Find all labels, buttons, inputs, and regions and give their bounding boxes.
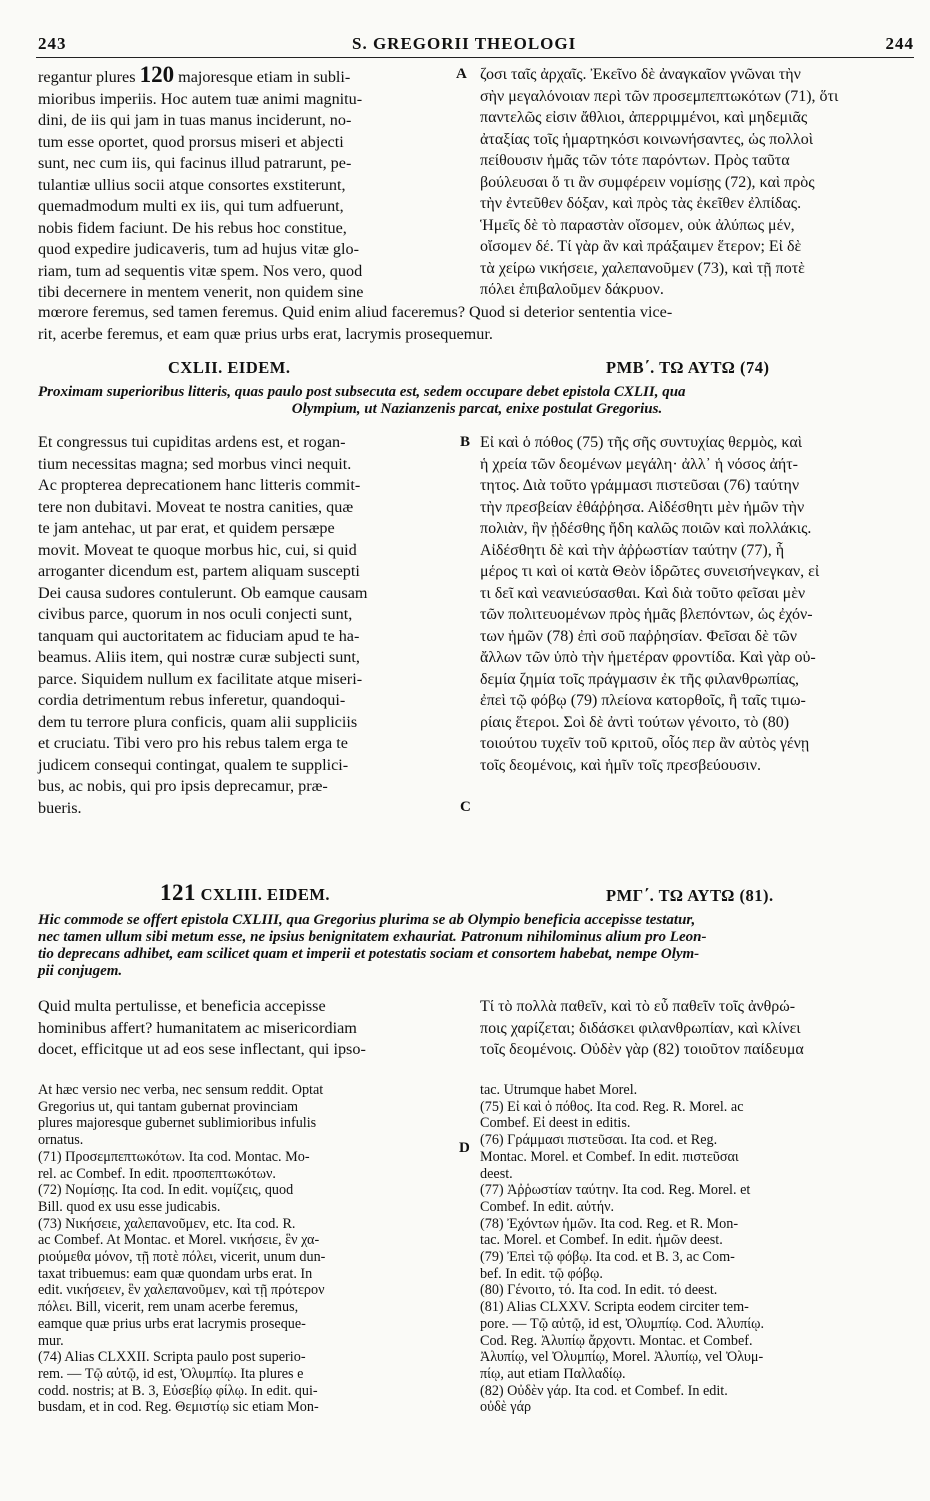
note-line: bef. In edit. τῷ φόβῳ. xyxy=(480,1265,603,1282)
text-line: te jam antehac, ut par erat, et quidem persæpe xyxy=(38,519,335,537)
footnotes-right xyxy=(480,1082,916,1416)
text-line: Ac propterea deprecationem hanc litteris commit- xyxy=(38,476,361,494)
note-line: Gregorius ut, qui tantam gubernat provinciam xyxy=(38,1098,299,1115)
text-line: παντελῶς εἰσιν ἄθλιοι, ἀπερριμμένοι, καὶ μηδεμιᾶς xyxy=(480,109,808,126)
text-line: πολιὰν, ἣν ᾐδέσθης ἤδη καλῶς ποιῶν καὶ πολλάκις. xyxy=(480,520,812,537)
text-line: τοῖς δεομένοις, καὶ ἡμῖν τοῖς πρεσβεύουσιν. xyxy=(480,756,761,774)
text-line: mœrore feremus, sed tamen feremus. Quid enim aliud faceremus? Quod si deterior sententia vice- xyxy=(38,303,673,321)
text-line: sunt, nec cum iis, qui facinus illud patrarunt, pe- xyxy=(38,154,352,172)
latin-column-142 xyxy=(38,432,448,819)
greek-column-143 xyxy=(480,996,916,1061)
note-line: οὐδὲ γάρ xyxy=(480,1399,532,1416)
note-line: (82) Οὐδὲν γάρ. Ita cod. et Combef. In edit. xyxy=(480,1382,728,1399)
note-line: Ἀλυπίῳ, vel Ὀλυμπίῳ, Morel. Ἀλυπίῳ, vel Ὀλυμ- xyxy=(480,1349,764,1366)
note-line: Bill. quod ex usu esse judicabis. xyxy=(38,1198,221,1215)
text-line: judicem consequi contingat, qualem te supplici- xyxy=(38,755,349,774)
note-line: ac Combef. At Montac. et Morel. νικήσειε, ἓν χα- xyxy=(38,1232,320,1249)
text-line: οἴσομεν δέ. Τί γὰρ ἂν καὶ πράξαιμεν ἕτερον; Εἰ δὲ xyxy=(480,238,802,255)
text-line: tulantiæ ullius socii atque consortes exstiterunt, xyxy=(38,175,346,194)
text-line: riam, tum ad sequentis vitæ spem. Nos vero, quod xyxy=(38,261,363,280)
text-line: βούλευσαι ὅ τι ἂν συμφέρειν νομίσῃς (72), καὶ πρὸς xyxy=(480,173,815,191)
margin-marker-d: D xyxy=(459,1140,470,1156)
text-line: Ἡμεῖς δὲ τὸ παραστὰν οἴσομεν, οὐκ ἀλύπως μέν, xyxy=(480,216,795,234)
text-line: parce. Siquidem nullum ex facilitate atque miseri- xyxy=(38,669,363,688)
note-line: rel. ac Combef. In edit. προσπεπτωκότων. xyxy=(38,1165,276,1182)
argument-143 xyxy=(38,912,916,980)
left-page-number: 243 xyxy=(38,34,67,53)
note-line: (72) Νομίσῃς. Ita cod. In edit. νομίζεις, quod xyxy=(38,1182,294,1199)
text-line: tio deprecans adhibet, eam scilicet quam et imperii et potestatis sociam et consortem habebat, nempe Olym- xyxy=(38,946,700,962)
note-line: tac. Morel. et Combef. In edit. ἡμῶν deest. xyxy=(480,1232,723,1249)
column-number: 120 xyxy=(139,62,175,87)
text-line: tibi decernere in mentem venerit, non quidem sine xyxy=(38,283,364,301)
note-line: (79) Ἐπεὶ τῷ φόβῳ. Ita cod. et B. 3, ac Com- xyxy=(480,1249,735,1266)
text-line: arroganter dicendum est, partem aliquam suscepti xyxy=(38,562,360,580)
margin-marker-a: A xyxy=(456,66,467,82)
running-title: S. GREGORII THEOLOGI xyxy=(352,34,577,53)
text-line: πείθουσιν ἡμᾶς τῶν τότε παρόντων. Πρὸς ταῦτα xyxy=(480,152,790,169)
note-line: (74) Alias CLXXII. Scripta paulo post superio- xyxy=(38,1349,306,1366)
argument-142 xyxy=(38,384,916,418)
top-latin-column xyxy=(38,64,448,304)
text-line: rit, acerbe feremus, et eam quæ prius urbs erat, lacrymis prosequemur. xyxy=(38,324,493,343)
text-line: Et congressus tui cupiditas ardens est, et rogan- xyxy=(38,433,346,451)
note-line: tac. Utrumque habet Morel. xyxy=(480,1082,638,1098)
text-line: τοιούτου τυχεῖν τοῦ κριτοῦ, οἷός περ ἂν αὐτὸς γένῃ xyxy=(480,735,810,752)
note-line: Combef. Εἰ deest in editis. xyxy=(480,1115,631,1132)
note-line: At hæc versio nec verba, nec sensum reddit. Optat xyxy=(38,1082,324,1098)
text-line: ποις χαρίζεται; διδάσκει φιλανθρωπίαν, καὶ κλίνει xyxy=(480,1019,801,1037)
text-line: tium necessitas magna; sed morbus vinci nequit. xyxy=(38,454,352,473)
note-line: deest. xyxy=(480,1165,513,1182)
text-line: dini, de iis qui jam in tuas manus inciderunt, no- xyxy=(38,111,352,129)
margin-marker-b: B xyxy=(460,434,471,450)
text-line: δεμία ζημία τοῖς πράγμασιν ἐκ τῆς φιλανθρωπίας, xyxy=(480,670,799,688)
text-line: Hic commode se offert epistola CXLIII, qua Gregorius plurima se ab Olympio beneficia accepisse testatur, xyxy=(38,912,696,928)
text-line: beamus. Aliis item, qui nostræ curæ subjecti sunt, xyxy=(38,648,360,666)
text-line: pii conjugem. xyxy=(38,963,123,979)
note-line: Montac. Morel. et Combef. In edit. πιστεῦσαι xyxy=(480,1148,739,1165)
note-line: ριούμεθα μόνον, τῇ ποτὲ πόλει, vicerit, unum dun- xyxy=(38,1249,326,1266)
text-line: τοῖς δεομένοις. Οὐδὲν γὰρ (82) τοιοῦτον παίδευμα xyxy=(480,1041,804,1058)
text-line: ἀταξίας τοῖς ἡμαρτηκόσι κοινωνήσαντες, ὡς πολλοὶ xyxy=(480,130,814,148)
footnotes-left xyxy=(38,1082,452,1416)
greek-column-142 xyxy=(480,432,916,776)
column-number: 121 xyxy=(160,880,196,905)
note-line: busdam, et in cod. Reg. Θεμιστίῳ sic etiam Mon- xyxy=(38,1399,319,1416)
text-line: τὴν πρεσβείαν ἐθάῤῥησα. Αἰδέσθητι μὲν ἡμῶν τὴν xyxy=(480,498,805,516)
heading-text: CXLIII. EIDEM. xyxy=(200,885,331,904)
note-line: Cod. Reg. Ἀλυπίῳ ἄρχοντι. Montac. et Combef. xyxy=(480,1332,753,1349)
text-line: tum esse oportet, quod prorsus miseri et abjecti xyxy=(38,132,344,151)
text-line: σὴν μεγαλόνοιαν περὶ τῶν προσεμπεπτωκότων (71), ὅτι xyxy=(480,87,839,105)
top-full-width-text xyxy=(38,302,916,345)
text-line: Olympium, ut Nazianzenis parcat, enixe postulat Gregorius. xyxy=(291,401,663,417)
right-page-number: 244 xyxy=(885,34,914,53)
note-line: plures majoresque gubernet sublimioribus infulis xyxy=(38,1115,317,1132)
text-line: bus, ac nobis, qui pro ipsis deprecamur, præ- xyxy=(38,777,328,795)
margin-marker-c: C xyxy=(460,799,471,815)
top-greek-column xyxy=(480,64,916,301)
text-line: regantur plures 120 majoresque etiam in subli- xyxy=(38,62,351,87)
text-line: των ἡμῶν (78) ἐπὶ σοῦ παῤῥησίαν. Φεῖσαι δὲ τῶν xyxy=(480,627,798,645)
text-line: ἐπεὶ τῷ φόβῳ (79) πλείονα κατορθοῖς, ἢ ταῖς τιμω- xyxy=(480,692,806,709)
text-line: τητος. Διὰ τοῦτο γράμμασι πιστεῦσαι (76) ταύτην xyxy=(480,477,800,494)
text-line: nec tamen ullum sibi metum esse, ne ipsius benignitatem exhauriat. Patronum nihilominus alium pro Leon- xyxy=(38,929,707,945)
text-line: movit. Moveat te quoque morbus hic, cui, si quid xyxy=(38,540,357,559)
text-line: bueris. xyxy=(38,798,82,817)
note-line: (71) Προσεμπεπτωκότων. Ita cod. Montac. Mo- xyxy=(38,1148,310,1165)
note-line: (77) Ἀῤῥωστίαν ταύτην. Ita cod. Reg. Morel. et xyxy=(480,1182,751,1199)
text-line: cordia detrimentum rebus inferetur, quandoqui- xyxy=(38,691,346,709)
text-line: quod expedire judicaveris, tum ad hujus vitæ glo- xyxy=(38,240,359,258)
greek-heading-143: ΡΜΓ΄. ΤΩ ΑΥΤΩ (81). xyxy=(606,886,774,905)
text-line: Αἰδέσθητι δὲ καὶ τὴν ἀῤῥωστίαν ταύτην (77), ἧ xyxy=(480,541,785,559)
latin-column-143 xyxy=(38,996,448,1061)
note-line: ornatus. xyxy=(38,1132,84,1149)
note-line: rem. — Τῷ αὐτῷ, id est, Ὀλυμπίῳ. Ita plures e xyxy=(38,1365,304,1382)
text-line: ἄλλων τῶν ὑπὸ τὴν ἡμετέραν φροντίδα. Καὶ γὰρ οὐ- xyxy=(480,649,816,666)
text-line: nobis fidem faciunt. De his rebus hoc constitue, xyxy=(38,218,347,237)
note-line: πόλει. Bill, vicerit, rem unam acerbe feremus, xyxy=(38,1299,299,1316)
text-line: hominibus affert? humanitatem ac misericordiam xyxy=(38,1018,357,1037)
text-line: tanquam qui auctoritatem ac fiduciam apud te ha- xyxy=(38,626,360,645)
text-line: τὴν ἐντεῦθεν δόξαν, καὶ πρὸς τὰς ἐκεῖθεν ἐλπίδας. xyxy=(480,195,802,212)
note-line: (80) Γένοιτο, τό. Ita cod. In edit. τό deest. xyxy=(480,1282,718,1299)
text-line: et cruciatu. Tibi vero pro his rebus talem erga te xyxy=(38,734,348,752)
text-line: Proximam superioribus litteris, quas paulo post subsecuta est, sedem occupare debet epistola CXLII, qua xyxy=(38,384,686,400)
note-line: (81) Alias CLXXV. Scripta eodem circiter tem- xyxy=(480,1299,749,1316)
text-line: τι δεῖ καὶ νεανιεύσασθαι. Καὶ διὰ τοῦτο φεῖσαι μὲν xyxy=(480,584,806,602)
note-line: (73) Νικήσειε, χαλεπανοῦμεν, etc. Ita cod. R. xyxy=(38,1215,296,1232)
header-rule xyxy=(36,57,914,58)
text-line: Dei causa sudores contulerunt. Ob eamque causam xyxy=(38,583,368,602)
text-line: μέρος τι καὶ οἱ κατὰ Θεὸν ἱδρῶτες συνεισήνεγκαν, εἰ xyxy=(480,563,820,580)
latin-heading-143 xyxy=(160,880,330,906)
note-line: eamque quæ prius urbs erat lacrymis proseque- xyxy=(38,1315,306,1332)
text-line: ἡ χρεία τῶν δεομένων μεγάλη· ἀλλ᾽ ἡ νόσος ἀήτ- xyxy=(480,455,798,473)
note-line: Combef. In edit. αὐτήν. xyxy=(480,1198,615,1215)
text-line: docet, efficitque ut ad eos sese inflectant, qui ipso- xyxy=(38,1040,366,1058)
greek-heading-142: ΡΜΒ΄. ΤΩ ΑΥΤΩ (74) xyxy=(606,358,770,377)
note-line: (76) Γράμμασι πιστεῦσαι. Ita cod. et Reg. xyxy=(480,1132,718,1149)
text-line: ζοσι ταῖς ἀρχαῖς. Ἐκεῖνο δὲ ἀναγκαῖον γνῶναι τὴν xyxy=(480,66,801,83)
text-line: ρίαις ἕτεροι. Σοὶ δὲ ἀντὶ τούτων γένοιτο, τὸ (80) xyxy=(480,713,790,731)
note-line: (75) Εἰ καὶ ὁ πόθος. Ita cod. Reg. R. Morel. ac xyxy=(480,1098,744,1115)
note-line: (78) Ἐχόντων ἡμῶν. Ita cod. Reg. et R. Mon- xyxy=(480,1215,739,1232)
latin-heading-142: CXLII. EIDEM. xyxy=(168,358,291,377)
note-line: πίῳ, aut etiam Παλλαδίῳ. xyxy=(480,1365,626,1382)
text-line: Τί τὸ πολλὰ παθεῖν, καὶ τὸ εὖ παθεῖν τοῖς ἀνθρώ- xyxy=(480,998,796,1015)
text-line: tere non dubitavi. Moveat te nostra canities, quæ xyxy=(38,497,354,516)
text-line: Εἰ καὶ ὁ πόθος (75) τῆς σῆς συντυχίας θερμὸς, καὶ xyxy=(480,434,803,451)
text-line: mioribus imperiis. Hoc autem tuæ animi magnitu- xyxy=(38,89,363,108)
note-line: edit. νικήσειεν, ἓν χαλεπανοῦμεν, καὶ τῇ πρότερον xyxy=(38,1282,325,1299)
note-line: codd. nostris; at B. 3, Εὐσεβίῳ φίλῳ. In edit. qui- xyxy=(38,1382,318,1399)
text-line: dem tu terrore plura conficis, quam alii suppliciis xyxy=(38,712,358,731)
text-line: Quid multa pertulisse, et beneficia accepisse xyxy=(38,997,326,1015)
note-line: pore. — Τῷ αὐτῷ, id est, Ὀλυμπίῳ. Cod. Ἀλυπίῳ. xyxy=(480,1315,765,1332)
text-line: τὰ χείρω νικήσειε, χαλεπανοῦμεν (73), καὶ τῇ ποτὲ xyxy=(480,259,805,277)
text-line: quemadmodum multi ex iis, qui tum adfuerunt, xyxy=(38,197,344,215)
note-line: mur. xyxy=(38,1332,64,1349)
note-line: taxat tribuemus: eam quæ quondam urbs erat. In xyxy=(38,1265,313,1282)
text-line: πόλει ἐπιβαλοῦμεν δάκρυον. xyxy=(480,281,664,298)
text-line: τῶν πολιτευομένων πρὸς ἡμᾶς βλεπόντων, ὡς ἐχόν- xyxy=(480,606,813,623)
text-line: civibus parce, quorum in nos oculi conjecti sunt, xyxy=(38,605,353,623)
